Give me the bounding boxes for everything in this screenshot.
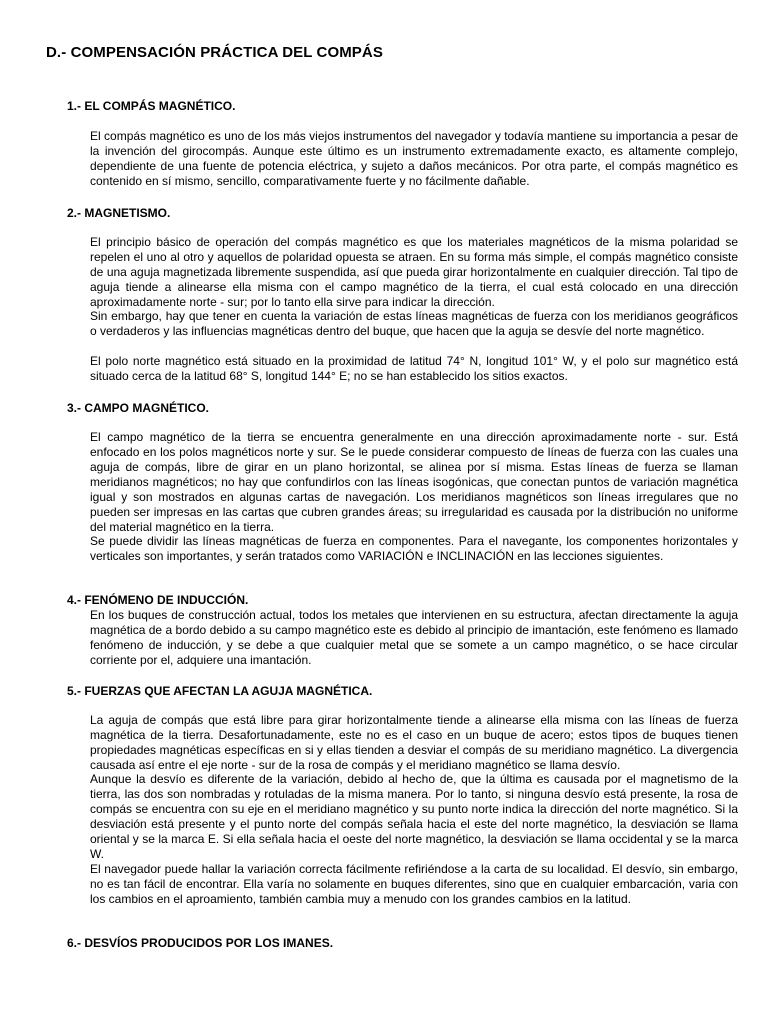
section-3-paragraph-1: El campo magnético de la tierra se encuentra generalmente en una dirección aproximadamente norte - sur. Está enfocado en los polos magnéticos norte y sur. Se le puede considerar compuesto de líneas de fuerza con las cuales una aguja de compás, libre de girar en un plano horizontal, se alinea por sí misma. Estas líneas de fuerza se llaman meridianos magnéticos; no hay que confundirlos con las líneas isogónicas, que conectan puntos de variación magnética igual y son mostrados en algunas cartas de navegación. Los meridianos magnéticos son líneas irregulares que no pueden ser impresas en las cartas que cubren grandes áreas; su irregularidad es causada por la distribución no uniforme del material magnético en la tierra.	[90, 430, 738, 534]
section-2-paragraph-1: El principio básico de operación del compás magnético es que los materiales magnéticos de la misma polaridad se repelen el uno al otro y aquellos de polaridad opuesta se atraen. En su forma más simple, el compás magnético consiste de una aguja magnetizada libremente suspendida, así que pueda girar horizontalmente en cualquier dirección. Tal tipo de aguja tiende a alinearse ella misma con el campo magnético de la tierra, el cual está colocado en una dirección aproximadamente norte - sur; por lo tanto ella sirve para indicar la dirección.	[90, 235, 738, 309]
document-title: D.- COMPENSACIÓN PRÁCTICA DEL COMPÁS	[46, 44, 383, 61]
section-4-heading: 4.- FENÓMENO DE INDUCCIÓN.	[67, 593, 249, 607]
section-5-heading: 5.- FUERZAS QUE AFECTAN LA AGUJA MAGNÉTICA.	[67, 684, 373, 698]
section-6-heading: 6.- DESVÍOS PRODUCIDOS POR LOS IMANES.	[67, 936, 334, 950]
section-3-paragraph-2: Se puede dividir las líneas magnéticas de fuerza en componentes. Para el navegante, los componentes horizontales y verticales son importantes, y serán tratados como VARIACIÓN e INCLINACIÓN en las lecciones siguientes.	[90, 534, 738, 563]
section-2-heading: 2.- MAGNETISMO.	[67, 206, 171, 220]
section-4-paragraph-1: En los buques de construcción actual, todos los metales que intervienen en su estructura, afectan directamente la aguja magnética de a bordo debido a su campo magnético este es debido al principio de imantación, este fenómeno es llamado fenómeno de inducción, y se debe a que cualquier metal que se somete a un campo magnético, o se hace circular corriente por el, adquiere una imantación.	[90, 608, 738, 667]
section-5-paragraph-3: El navegador puede hallar la variación correcta fácilmente refiriéndose a la carta de su localidad. El desvío, sin embargo, no es tan fácil de encontrar. Ella varía no solamente en buques diferentes, sino que en cualquier embarcación, varia con los cambios en el aproamiento, también cambia muy a menudo con los grandes cambios en la latitud.	[90, 862, 738, 906]
section-5-paragraph-1: La aguja de compás que está libre para girar horizontalmente tiende a alinearse ella misma con las líneas de fuerza magnética de la tierra. Desafortunadamente, este no es el caso en un buque de acero; estos tipos de buques tienen propiedades magnéticas específicas en si y ellas tienden a desviar el compás de su meridiano magnético. La divergencia causada así entre el eje norte - sur de la rosa de compás y el meridiano magnético se llama desvío.	[90, 713, 738, 772]
section-1-paragraph-1: El compás magnético es uno de los más viejos instrumentos del navegador y todavía mantiene su importancia a pesar de la invención del girocompás. Aunque este último es un instrumento extremadamente exacto, es altamente complejo, dependiente de una fuente de potencia eléctrica, y sujeto a daños mecánicos. Por otra parte, el compás magnético es contenido en sí mismo, sencillo, comparativamente fuerte y no fácilmente dañable.	[90, 129, 738, 188]
section-2-paragraph-3: El polo norte magnético está situado en la proximidad de latitud 74° N, longitud 101° W, y el polo sur magnético está situado cerca de la latitud 68° S, longitud 144° E; no se han establecido los sitios exactos.	[90, 354, 738, 383]
section-2-paragraph-2: Sin embargo, hay que tener en cuenta la variación de estas líneas magnéticas de fuerza con los meridianos geográficos o verdaderos y las influencias magnéticas dentro del buque, que hacen que la aguja se desvíe del norte magnético.	[90, 309, 738, 338]
section-1-heading: 1.- EL COMPÁS MAGNÉTICO.	[67, 99, 236, 113]
section-3-heading: 3.- CAMPO MAGNÉTICO.	[67, 401, 210, 415]
section-5-paragraph-2: Aunque la desvío es diferente de la variación, debido al hecho de, que la última es causada por el magnetismo de la tierra, las dos son nombradas y rotuladas de la misma manera. Por lo tanto, si ninguna desvío está presente, la rosa de compás se encuentra con su eje en el meridiano magnético y su punto norte indica la dirección del norte magnético. Si la desviación está presente y el punto norte del compás señala hacia el este del norte magnético, la desviación se llama oriental y se la marca E. Si ella señala hacia el oeste del norte magnético, la desviación se llama occidental y se la marca W.	[90, 772, 738, 861]
